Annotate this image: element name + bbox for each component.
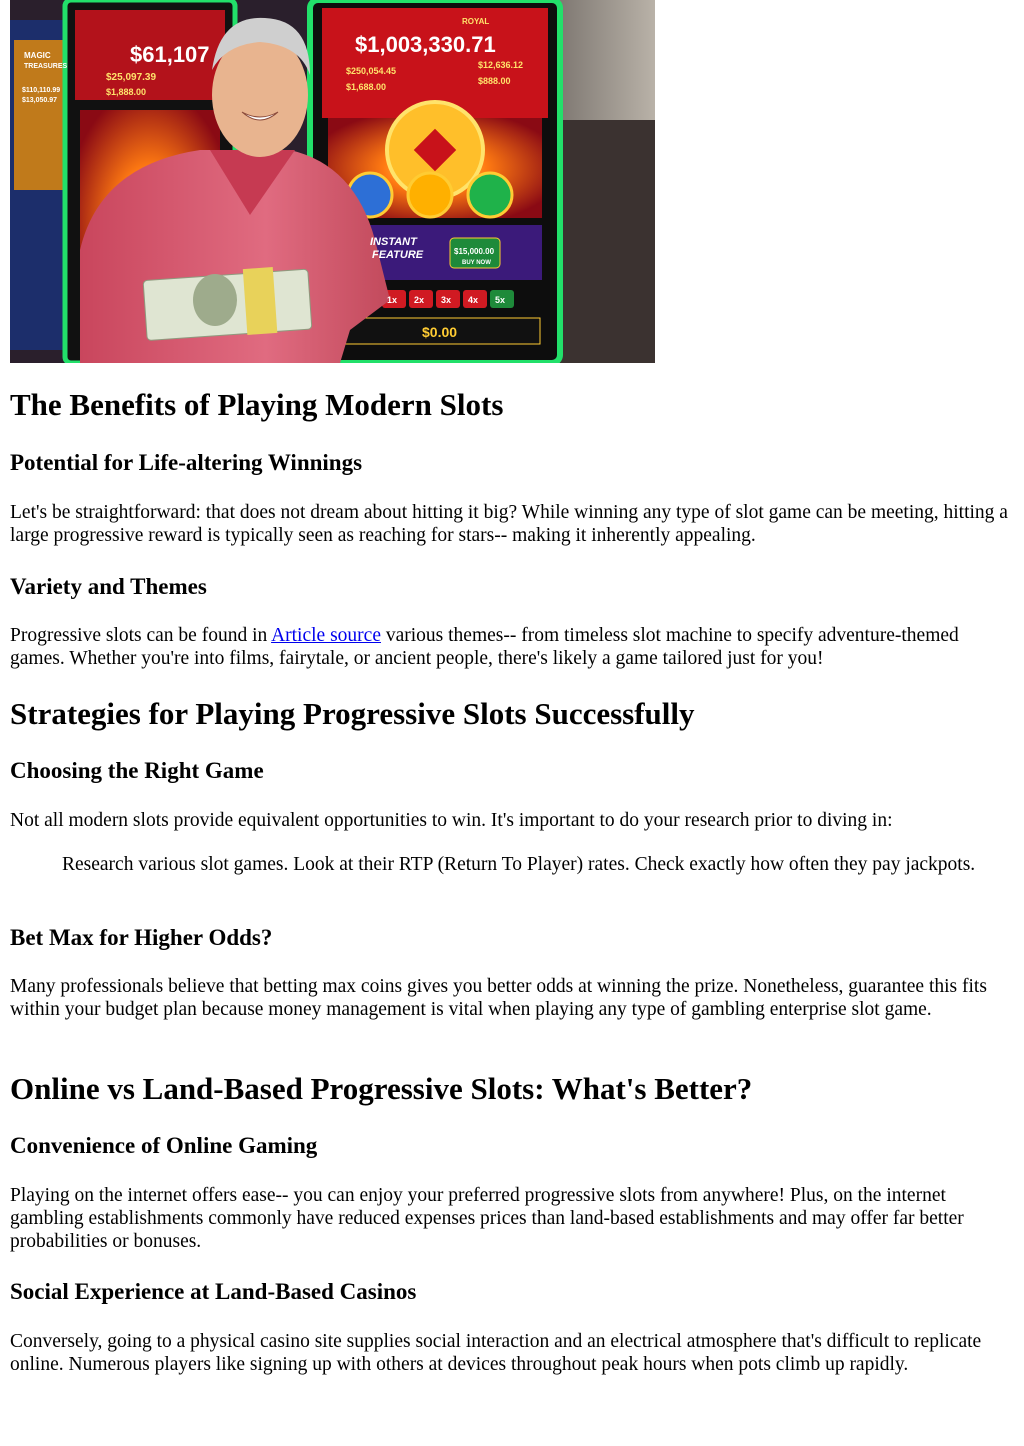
section-title-benefits: The Benefits of Playing Modern Slots [10, 387, 504, 422]
subheading-right-game: Choosing the Right Game [10, 758, 264, 783]
royal-label: ROYAL [462, 17, 490, 26]
jackpot-left-minor-2: $1,888.00 [106, 87, 147, 97]
feature-line-2: FEATURE [372, 249, 424, 261]
credit-display: $0.00 [422, 324, 458, 340]
multiplier-1: 1x [387, 295, 398, 305]
feature-line-1: INSTANT [370, 236, 417, 248]
subheading-variety: Variety and Themes [10, 574, 207, 599]
hero-photo [10, 0, 655, 363]
side-game-line-1: MAGIC [24, 51, 51, 60]
section-title-online-vs-land: Online vs Land-Based Progressive Slots: What's Better? [10, 1071, 753, 1106]
jackpot-left: $61,107 [130, 42, 210, 67]
jackpot-main: $1,003,330.71 [355, 32, 496, 57]
subheading-social-experience: Social Experience at Land-Based Casinos [10, 1279, 417, 1304]
paragraph-variety-post: various themes-- from timeless slot machine to specify adventure-themed games. Whether you're into films, fairytale, or ancient people, there's likely a game tailored just for you! [10, 625, 959, 669]
subheading-online-convenience: Convenience of Online Gaming [10, 1133, 318, 1158]
jackpot-main-minor-4: $888.00 [478, 76, 511, 86]
buy-now-value: $15,000.00 [454, 247, 495, 256]
paragraph-winnings: Let's be straightforward: that does not dream about hitting it big? While winning any type of slot game can be meeting, hitting a large progressive reward is typically seen as reaching for stars-- making it inherently appealing. [10, 502, 1008, 546]
side-game-val-2: $13,050.97 [22, 97, 58, 104]
buy-now-label: BUY NOW [462, 260, 491, 266]
article-source-link[interactable]: Article source [271, 625, 381, 646]
section-title-strategies: Strategies for Playing Progressive Slots Successfully [10, 696, 695, 731]
jackpot-left-minor-1: $25,097.39 [106, 72, 157, 83]
subheading-bet-max: Bet Max for Higher Odds? [10, 925, 273, 950]
jackpot-main-minor-1: $250,054.45 [346, 66, 397, 76]
list-item: Research various slot games. Look at their RTP (Return To Player) rates. Check exactly how often they pay jackpots. [62, 854, 976, 875]
paragraph-social-experience: Conversely, going to a physical casino site supplies social interaction and an electrical atmosphere that's difficult to replicate online. Numerous players like signing up with others at devices throughout peak hours when pots climb up rapidly. [10, 1331, 982, 1375]
multiplier-5: 5x [495, 295, 506, 305]
paragraph-bet-max: Many professionals believe that betting max coins gives you better odds at winning the prize. Nonetheless, guarantee this fits within your budget plan because money management is vital when playing any type of gambling enterprise slot game. [10, 976, 987, 1020]
paragraph-variety-pre: Progressive slots can be found in [10, 625, 272, 646]
multiplier-2: 2x [414, 295, 425, 305]
side-game-line-2: TREASURES [24, 63, 68, 70]
subheading-winnings: Potential for Life-altering Winnings [10, 450, 363, 475]
side-game-val-1: $110,110.99 [22, 87, 61, 94]
multiplier-4: 4x [468, 295, 479, 305]
paragraph-online-convenience: Playing on the internet offers ease-- you can enjoy your preferred progressive slots from anywhere! Plus, on the internet gambling establishments commonly have reduced expenses prices than land-based establishments and may offer far better probabilities or bonuses. [10, 1185, 964, 1252]
paragraph-variety [10, 624, 1016, 670]
paragraph-right-game: Not all modern slots provide equivalent opportunities to win. It's important to do your research prior to diving in: [10, 810, 893, 831]
jackpot-main-minor-3: $12,636.12 [478, 60, 524, 70]
research-list [62, 853, 1002, 876]
multiplier-3: 3x [441, 295, 452, 305]
jackpot-main-minor-2: $1,688.00 [346, 82, 387, 92]
